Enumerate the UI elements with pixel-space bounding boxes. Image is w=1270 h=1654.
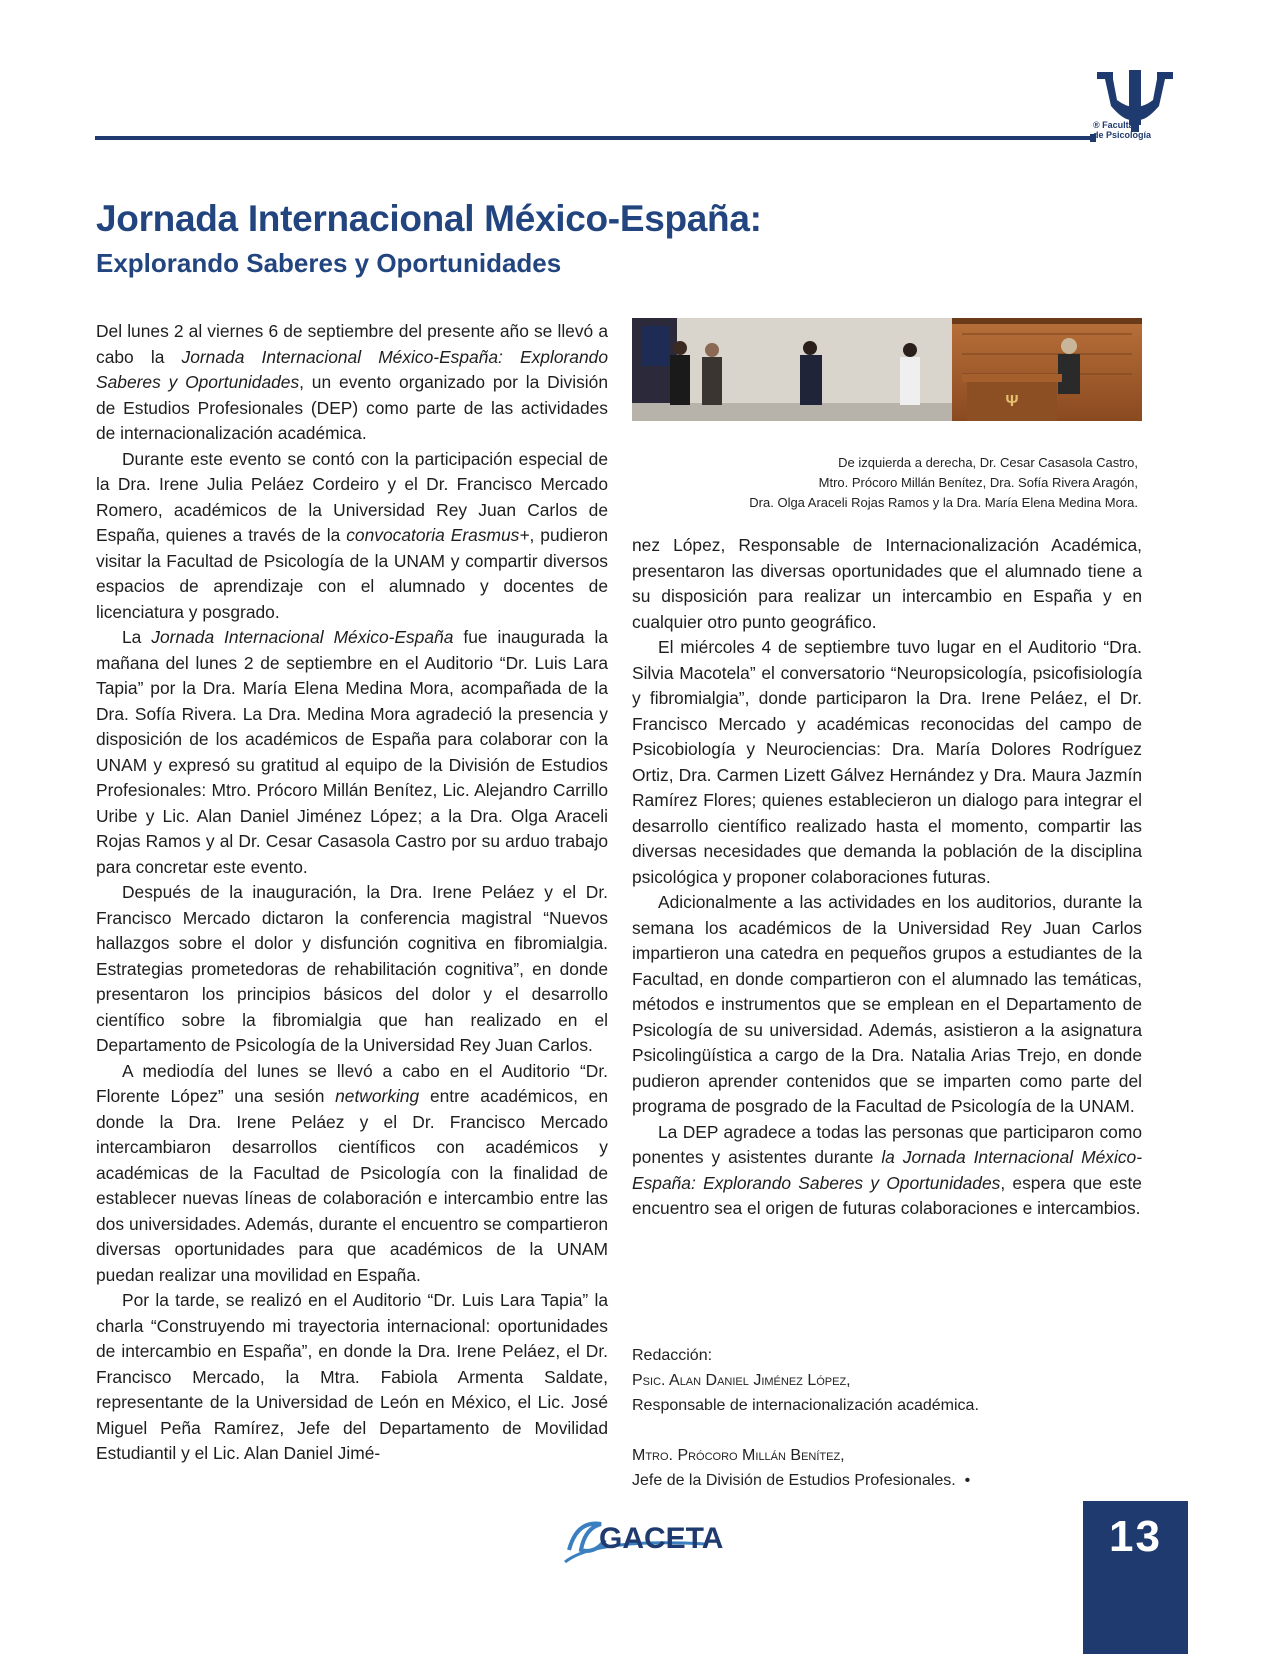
body-column-right xyxy=(632,533,1142,1222)
author-role: Jefe de la División de Estudios Profesionales. • xyxy=(632,1472,971,1489)
paragraph: Del lunes 2 al viernes 6 de septiembre del presente año se llevó a cabo la Jornada Internacional México-España: Explorando Saberes y Oportunidades, un evento organizado por la División de Estudios Profesionales (DEP) como parte de las actividades de internacionalización académica. xyxy=(96,321,608,443)
page-number: 13 xyxy=(1109,1512,1162,1561)
paragraph: Durante este evento se contó con la participación especial de la Dra. Irene Julia Peláez Cordeiro y el Dr. Francisco Mercado Romero, académicos de la Universidad Rey Juan Carlos de España, quienes a través de la convocatoria Erasmus+, pudieron visitar la Facultad de Psicología de la UNAM y compartir diversos espacios de aprendizaje con el alumnado y docentes de licenciatura y posgrado. xyxy=(96,448,608,622)
gaceta-logo xyxy=(555,1510,725,1570)
paragraph: Adicionalmente a las actividades en los auditorios, durante la semana los académicos de la Universidad Rey Juan Carlos impartieron una catedra en pequeños grupos a estudiantes de la Facultad, en donde compartieron con el alumnado las temáticas, métodos e instrumentos que se emplean en el Departamento de Psicología de su universidad. Además, asistieron a la asignatura Psicolingüística a cargo de la Dra. Natalia Arias Trejo, en donde pudieron aprender contenidos que se imparten como parte del programa de posgrado de la Facultad de Psicología de la UNAM. xyxy=(632,892,1142,1116)
event-photo xyxy=(632,318,1142,421)
gaceta-wordmark: GACETA xyxy=(599,1522,724,1555)
article-title: Jornada Internacional México-España: xyxy=(96,198,762,239)
credits xyxy=(632,1343,1152,1493)
author-role: Responsable de internacionalización académica. xyxy=(632,1397,979,1414)
credits-label: Redacción: xyxy=(632,1347,713,1364)
body-column-left xyxy=(96,319,608,1467)
paragraph-split: Por la tarde, se realizó en el Auditorio “Dr. Luis Lara Tapia” la charla “Construyendo mi trayectoria internacional: oportunidades de intercambio en España”, en donde la Dra. Irene Peláez, el Dr. Francisco Mercado, la Mtra. Fabiola Armenta Saldate, representante de la Universidad de León en México, el Lic. José Miguel Peña Ramírez, Jefe del Departamento de Movilidad Estudiantil y el Lic. Alan Daniel Jimé- xyxy=(96,1290,608,1463)
paragraph: El miércoles 4 de septiembre tuvo lugar en el Auditorio “Dra. Silvia Macotela” el conversatorio “Neuropsicología, psicofisiología y fibromialgia”, donde participaron la Dra. Irene Peláez, el Dr. Francisco Mercado y académicas reconocidas del campo de Psicobiología y Neurociencias: Dra. María Dolores Rodríguez Ortiz, Dra. Carmen Lizett Gálvez Hernández y Dra. Maura Jazmín Ramírez Flores; quienes establecieron un dialogo para integrar el desarrollo científico realizado hasta el momento, compartir las diversas necesidades que demanda la población de la disciplina psicológica y proponer colaboraciones futuras. xyxy=(632,637,1142,887)
author-name: Psic. Alan Daniel Jiménez López, xyxy=(632,1372,851,1389)
end-mark: • xyxy=(964,1472,971,1489)
photo-caption: De izquierda a derecha, Dr. Cesar Casasola Castro, Mtro. Prócoro Millán Benítez, Dra. Sofía Rivera Aragón, Dra. Olga Araceli Rojas Ramos y la Dra. María Elena Medina Mora. xyxy=(749,455,1138,510)
header-rule xyxy=(95,136,1095,140)
paragraph-continued: nez López, Responsable de Internacionalización Académica, presentaron las diversas oportunidades que el alumnado tiene a su disposición para realizar un intercambio en España y en cualquier otro punto geográfico. xyxy=(632,535,1142,632)
paragraph: La Jornada Internacional México-España fue inaugurada la mañana del lunes 2 de septiembre en el Auditorio “Dr. Luis Lara Tapia” por la Dra. María Elena Medina Mora, acompañada de la Dra. Sofía Rivera. La Dra. Medina Mora agradeció la presencia y disposición de los académicos de España para colaborar con la UNAM y expresó su gratitud al equipo de la División de Estudios Profesionales: Mtro. Prócoro Millán Benítez, Lic. Alejandro Carrillo Uribe y Lic. Alan Daniel Jiménez López; a la Dra. Olga Araceli Rojas Ramos y al Dr. Cesar Casasola Castro por su arduo trabajo para concretar este evento. xyxy=(96,627,608,877)
paragraph: Después de la inauguración, la Dra. Irene Peláez y el Dr. Francisco Mercado dictaron la conferencia magistral “Nuevos hallazgos sobre el dolor y disfunción cognitiva en fibromialgia. Estrategias prometedoras de rehabilitación cognitiva”, en donde presentaron los principios básicos del dolor y el desarrollo científico sobre la fibromialgia que han realizado en el Departamento de Psicología de la Universidad Rey Juan Carlos. xyxy=(96,882,608,1055)
paragraph: La DEP agradece a todas las personas que participaron como ponentes y asistentes durante la Jornada Internacional México-España: Explorando Saberes y Oportunidades, espera que este encuentro sea el origen de futuras colaboraciones e intercambios. xyxy=(632,1121,1142,1218)
article-subtitle: Explorando Saberes y Oportunidades xyxy=(96,248,562,278)
paragraph: A mediodía del lunes se llevó a cabo en el Auditorio “Dr. Florente López” una sesión networking entre académicos, en donde la Dra. Irene Peláez y el Dr. Francisco Mercado intercambiaron desarrollos científicos con académicos y académicas de la Facultad de Psicología con la finalidad de establecer nuevas líneas de colaboración e intercambio entre las dos universidades. Además, durante el encuentro se compartieron diversas oportunidades para que académicos de la UNAM puedan realizar una movilidad en España. xyxy=(96,1060,608,1285)
faculty-name: ® Facultad de Psicología xyxy=(1093,120,1152,140)
author-name: Mtro. Prócoro Millán Benítez, xyxy=(632,1447,845,1464)
svg-text:Ψ: Ψ xyxy=(1005,393,1019,410)
